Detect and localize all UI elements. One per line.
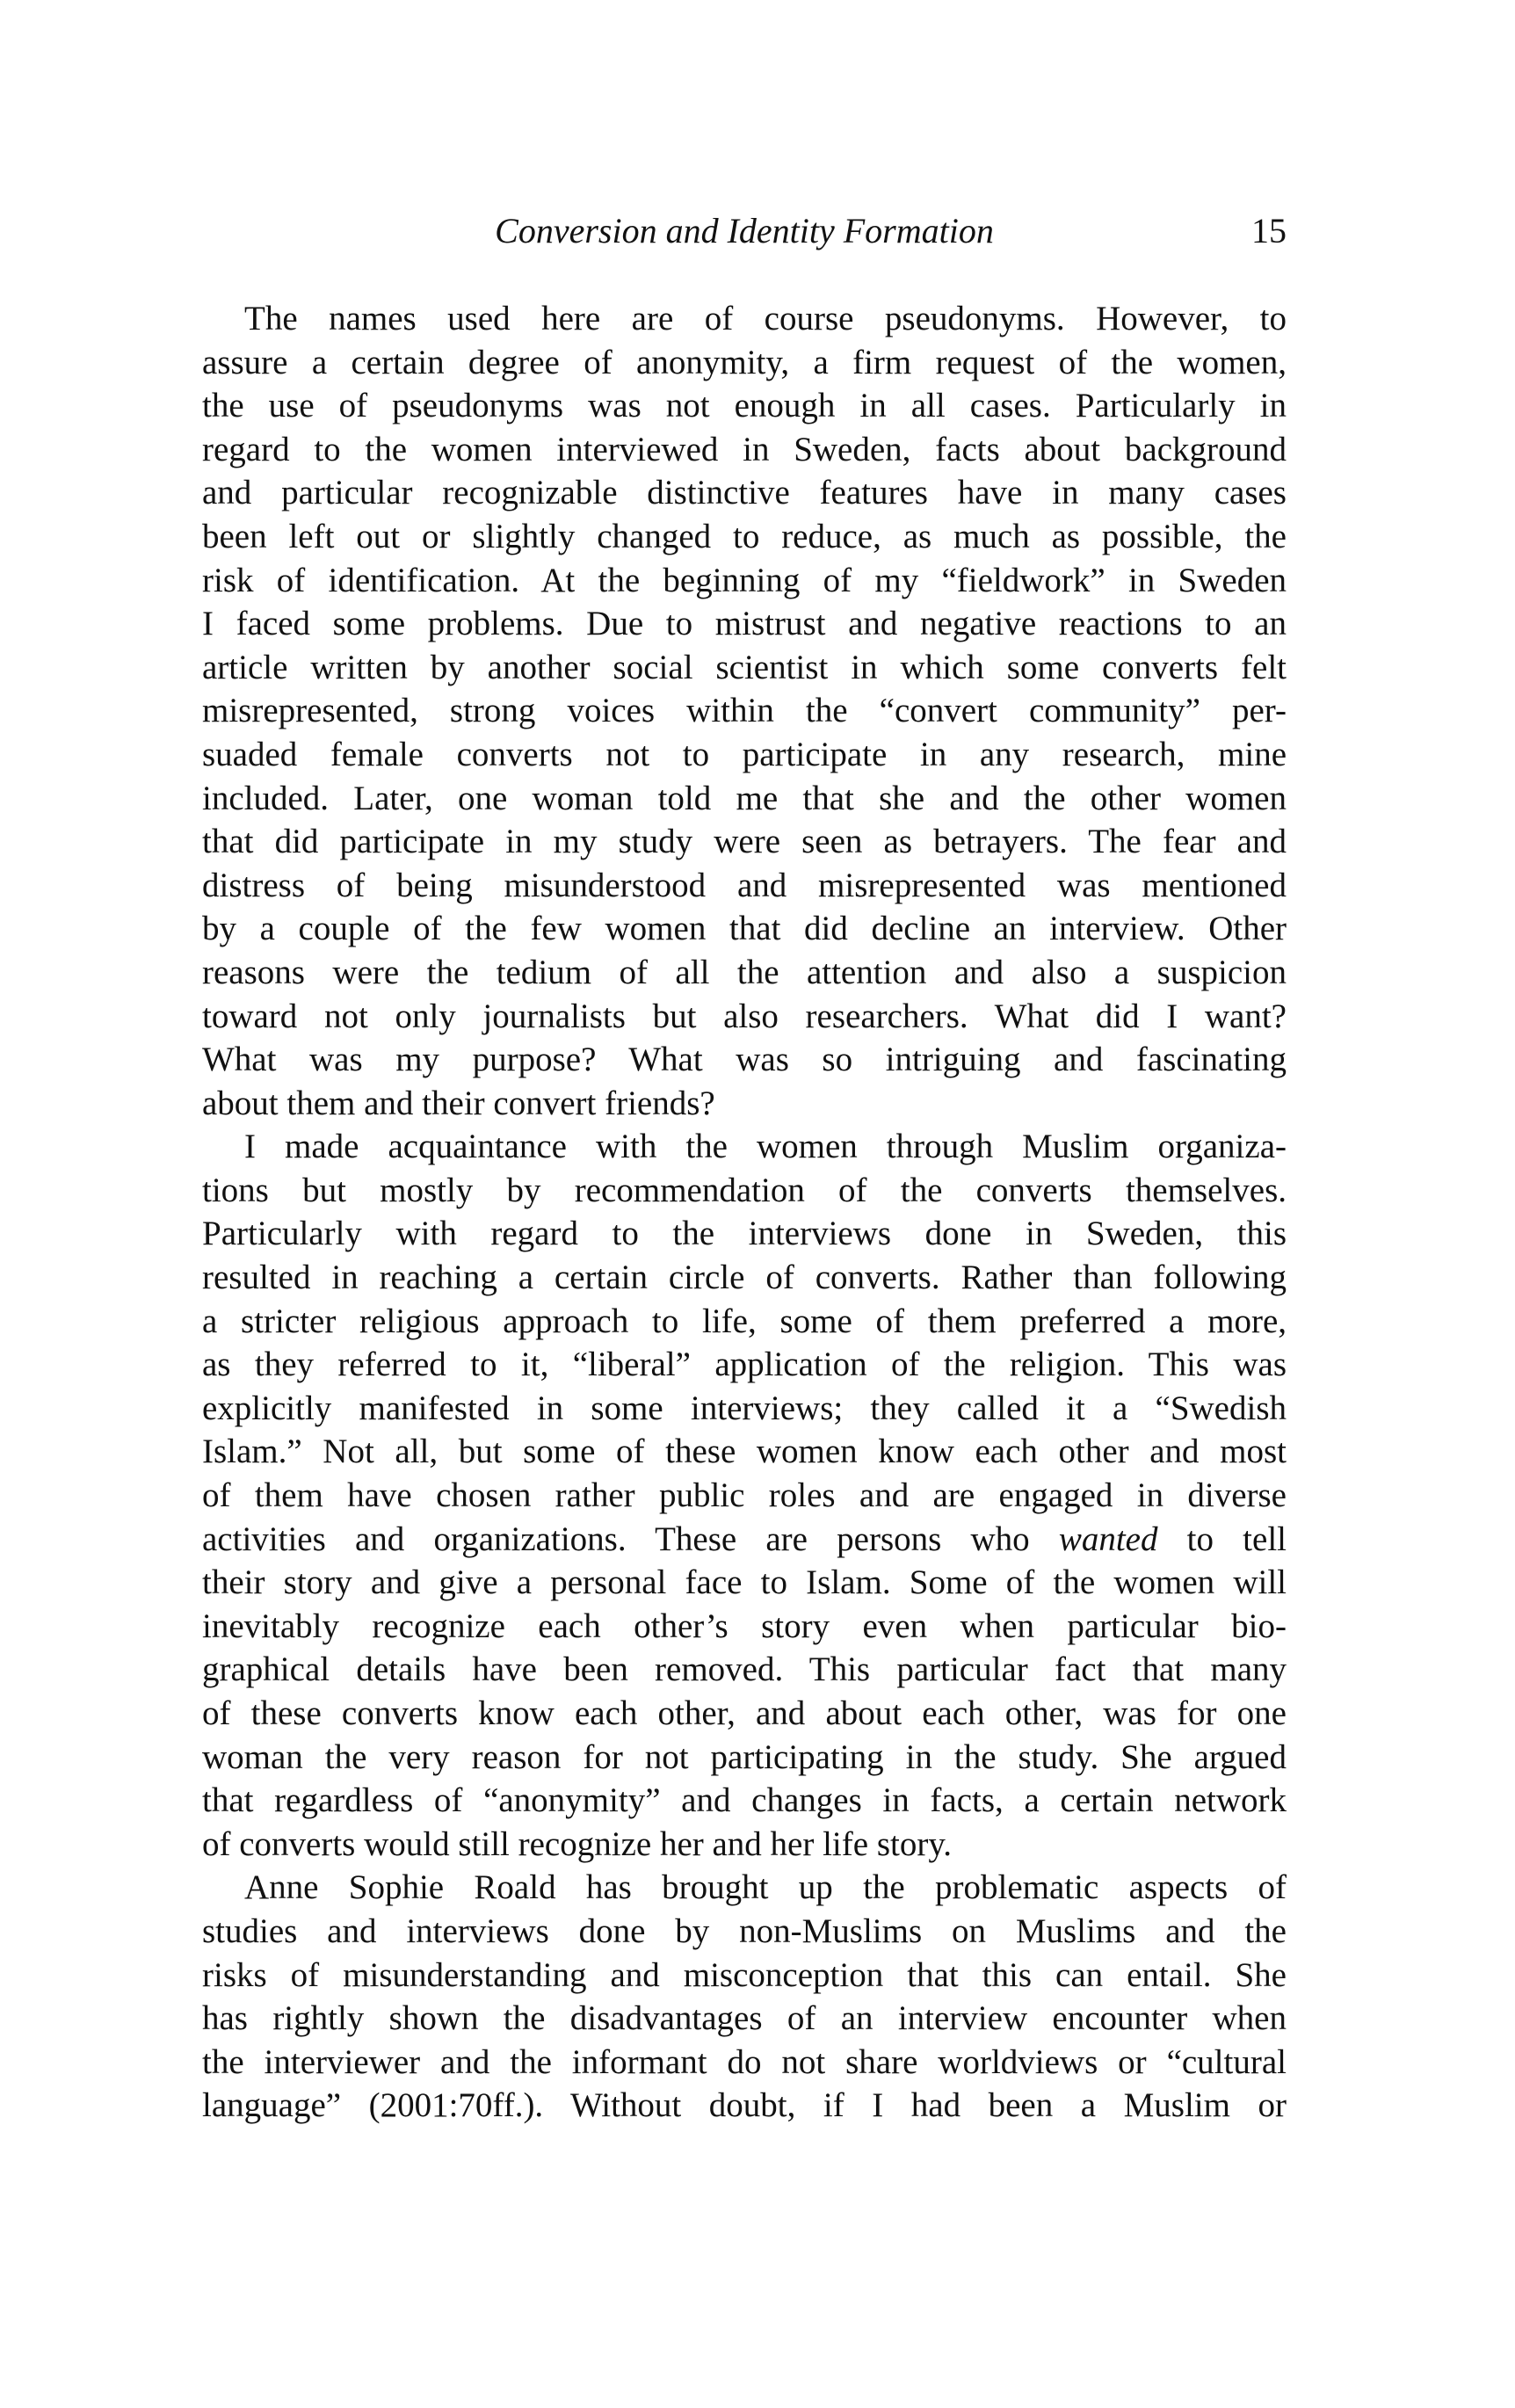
text-line: of converts would still recognize her and her life story. xyxy=(202,1824,953,1863)
text-line: tions but mostly by recommendation of the converts themselves. xyxy=(202,1171,1287,1209)
text-line: about them and their convert friends? xyxy=(202,1084,715,1122)
paragraph-1 xyxy=(202,297,1287,1125)
text-line: their story and give a personal face to Islam. Some of the women will xyxy=(202,1563,1287,1602)
running-head-title: Conversion and Identity Formation xyxy=(495,211,994,250)
text-segment: to tell xyxy=(1157,1520,1287,1558)
text-line: suaded female converts not to participate in any research, mine xyxy=(202,735,1287,773)
text-line: regard to the women interviewed in Sweden, facts about background xyxy=(202,430,1287,468)
text-line: distress of being misunderstood and misrepresented was mentioned xyxy=(202,866,1287,904)
text-line: that did participate in my study were seen as betrayers. The fear and xyxy=(202,823,1287,861)
page-number: 15 xyxy=(1251,211,1287,250)
text-line: I faced some problems. Due to mistrust and negative reactions to an xyxy=(202,605,1287,643)
text-line: included. Later, one woman told me that she and the other women xyxy=(202,779,1287,817)
text-line: studies and interviews done by non-Muslims on Muslims and the xyxy=(202,1911,1287,1950)
text-line: What was my purpose? What was so intriguing and fascinating xyxy=(202,1041,1287,1079)
text-line: inevitably recognize each other’s story even when particular bio- xyxy=(202,1607,1287,1645)
text-line: a stricter religious approach to life, some of them preferred a more, xyxy=(202,1302,1287,1340)
paragraph-3 xyxy=(202,1866,1287,2128)
text-line: graphical details have been removed. This particular fact that many xyxy=(202,1650,1287,1689)
text-line: misrepresented, strong voices within the “convert community” per- xyxy=(202,692,1287,730)
text-line: and particular recognizable distinctive features have in many cases xyxy=(202,474,1287,512)
text-line: The names used here are of course pseudonyms. However, to xyxy=(244,300,1287,337)
text-line: I made acquaintance with the women through Muslim organiza- xyxy=(244,1128,1287,1166)
text-line: of them have chosen rather public roles and are engaged in diverse xyxy=(202,1476,1287,1515)
text-segment: activities and organizations. These are persons who xyxy=(202,1520,1059,1558)
text-line: Islam.” Not all, but some of these women know each other and most xyxy=(202,1432,1287,1471)
running-head xyxy=(202,200,1287,262)
text-line: risk of identification. At the beginning of my “fieldwork” in Sweden xyxy=(202,561,1287,599)
text-line: that regardless of “anonymity” and changes in facts, a certain network xyxy=(202,1781,1287,1820)
text-line: resulted in reaching a certain circle of converts. Rather than following xyxy=(202,1258,1287,1297)
text-line: the interviewer and the informant do not share worldviews or “cultural xyxy=(202,2042,1287,2081)
text-line: by a couple of the few women that did decline an interview. Other xyxy=(202,910,1287,948)
text-line: been left out or slightly changed to reduce, as much as possible, the xyxy=(202,517,1287,555)
text-line: reasons were the tedium of all the attention and also a suspicion xyxy=(202,953,1287,991)
text-line: Particularly with regard to the interviews done in Sweden, this xyxy=(202,1215,1287,1253)
text-line: article written by another social scientist in which some converts felt xyxy=(202,648,1287,686)
text-line: has rightly shown the disadvantages of an interview encounter when xyxy=(202,1999,1287,2038)
text-line: of these converts know each other, and about each other, was for one xyxy=(202,1694,1287,1732)
text-line-with-italic xyxy=(202,1518,1287,1562)
text-line: toward not only journalists but also researchers. What did I want? xyxy=(202,997,1287,1035)
text-line: assure a certain degree of anonymity, a firm request of the women, xyxy=(202,343,1287,381)
body-text xyxy=(202,297,1287,2128)
italic-emphasis: wanted xyxy=(1058,1520,1158,1558)
text-line: Anne Sophie Roald has brought up the problematic aspects of xyxy=(244,1868,1287,1907)
text-line: explicitly manifested in some interviews; they called it a “Swedish xyxy=(202,1389,1287,1427)
text-line: language” (2001:70ff.). Without doubt, if I had been a Muslim or xyxy=(202,2086,1287,2125)
paragraph-2 xyxy=(202,1125,1287,1866)
text-line: as they referred to it, “liberal” application of the religion. This was xyxy=(202,1345,1287,1384)
text-line: woman the very reason for not participating in the study. She argued xyxy=(202,1737,1287,1776)
text-line: risks of misunderstanding and misconception that this can entail. She xyxy=(202,1955,1287,1994)
text-line: the use of pseudonyms was not enough in all cases. Particularly in xyxy=(202,387,1287,425)
